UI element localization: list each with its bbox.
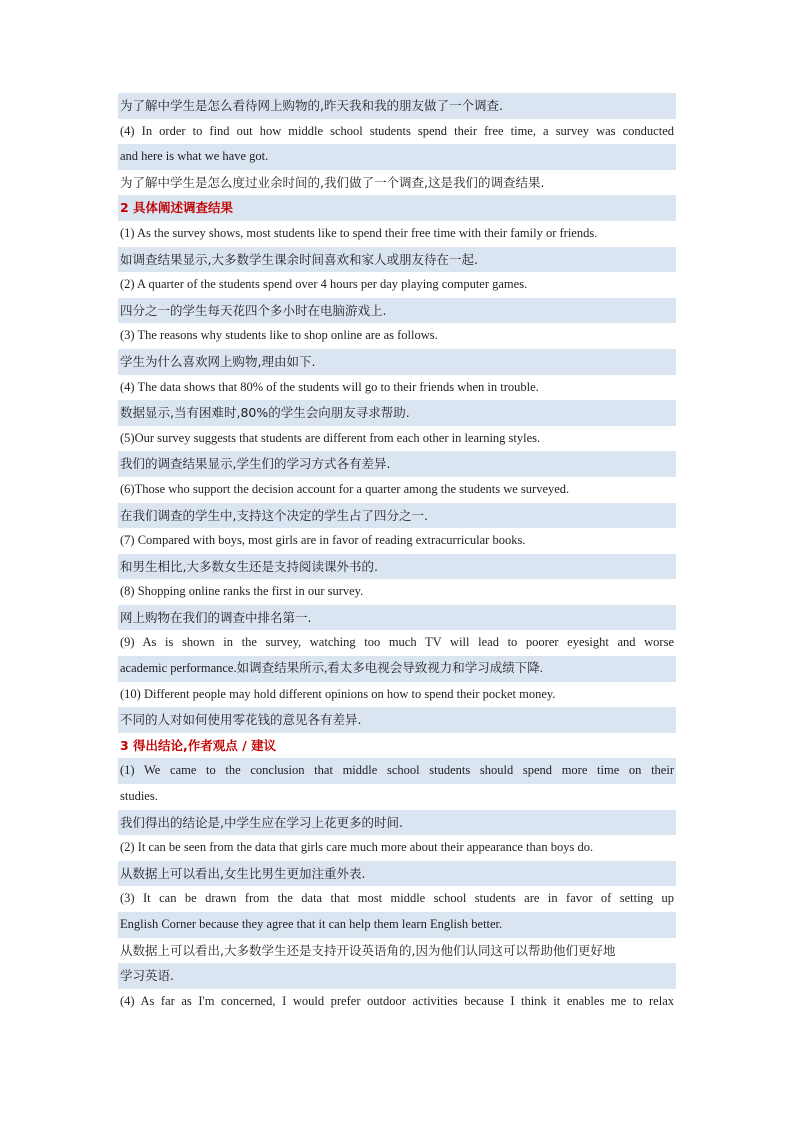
text-line: 我们的调查结果显示,学生们的学习方式各有差异. — [118, 451, 676, 477]
text-line: (8) Shopping online ranks the first in our survey. — [118, 579, 676, 605]
text-line: 我们得出的结论是,中学生应在学习上花更多的时间. — [118, 810, 676, 836]
text-line: (1) We came to the conclusion that middle school students should spend more time on their — [118, 758, 676, 784]
text-line: 从数据上可以看出,女生比男生更加注重外表. — [118, 861, 676, 887]
text-line: (4) The data shows that 80% of the students will go to their friends when in trouble. — [118, 375, 676, 401]
section-heading: 2 具体阐述调查结果 — [118, 195, 676, 221]
text-line: (10) Different people may hold different opinions on how to spend their pocket money. — [118, 682, 676, 708]
text-line: 数据显示,当有困难时,80%的学生会向朋友寻求帮助. — [118, 400, 676, 426]
text-line: 如调查结果显示,大多数学生课余时间喜欢和家人或朋友待在一起. — [118, 247, 676, 273]
document-body — [118, 93, 676, 1014]
text-line: studies. — [118, 784, 676, 810]
text-line: (9) As is shown in the survey, watching too much TV will lead to poorer eyesight and worse — [118, 630, 676, 656]
text-line: (4) As far as I'm concerned, I would prefer outdoor activities because I think it enables me to relax — [118, 989, 676, 1015]
text-line: (4) In order to find out how middle school students spend their free time, a survey was conducted — [118, 119, 676, 145]
text-line: (7) Compared with boys, most girls are in favor of reading extracurricular books. — [118, 528, 676, 554]
text-line: 为了解中学生是怎么度过业余时间的,我们做了一个调查,这是我们的调查结果. — [118, 170, 676, 196]
text-line: 网上购物在我们的调查中排名第一. — [118, 605, 676, 631]
text-line: 四分之一的学生每天花四个多小时在电脑游戏上. — [118, 298, 676, 324]
text-line: 学习英语. — [118, 963, 676, 989]
text-line: (5)Our survey suggests that students are different from each other in learning styles. — [118, 426, 676, 452]
text-line: (2) A quarter of the students spend over 4 hours per day playing computer games. — [118, 272, 676, 298]
text-line: 为了解中学生是怎么看待网上购物的,昨天我和我的朋友做了一个调查. — [118, 93, 676, 119]
text-line: academic performance.如调查结果所示,看太多电视会导致视力和学习成绩下降. — [118, 656, 676, 682]
text-line: 在我们调查的学生中,支持这个决定的学生占了四分之一. — [118, 503, 676, 529]
text-line: (1) As the survey shows, most students like to spend their free time with their family or friends. — [118, 221, 676, 247]
text-line: 不同的人对如何使用零花钱的意见各有差异. — [118, 707, 676, 733]
text-line: 从数据上可以看出,大多数学生还是支持开设英语角的,因为他们认同这可以帮助他们更好地 — [118, 938, 676, 964]
text-line: and here is what we have got. — [118, 144, 676, 170]
text-line: 和男生相比,大多数女生还是支持阅读课外书的. — [118, 554, 676, 580]
text-line: (3) The reasons why students like to shop online are as follows. — [118, 323, 676, 349]
text-line: (6)Those who support the decision account for a quarter among the students we surveyed. — [118, 477, 676, 503]
text-line: 学生为什么喜欢网上购物,理由如下. — [118, 349, 676, 375]
text-line: (3) It can be drawn from the data that most middle school students are in favor of setting up — [118, 886, 676, 912]
text-line: (2) It can be seen from the data that girls care much more about their appearance than boys do. — [118, 835, 676, 861]
section-heading: 3 得出结论,作者观点 / 建议 — [118, 733, 676, 759]
text-line: English Corner because they agree that it can help them learn English better. — [118, 912, 676, 938]
